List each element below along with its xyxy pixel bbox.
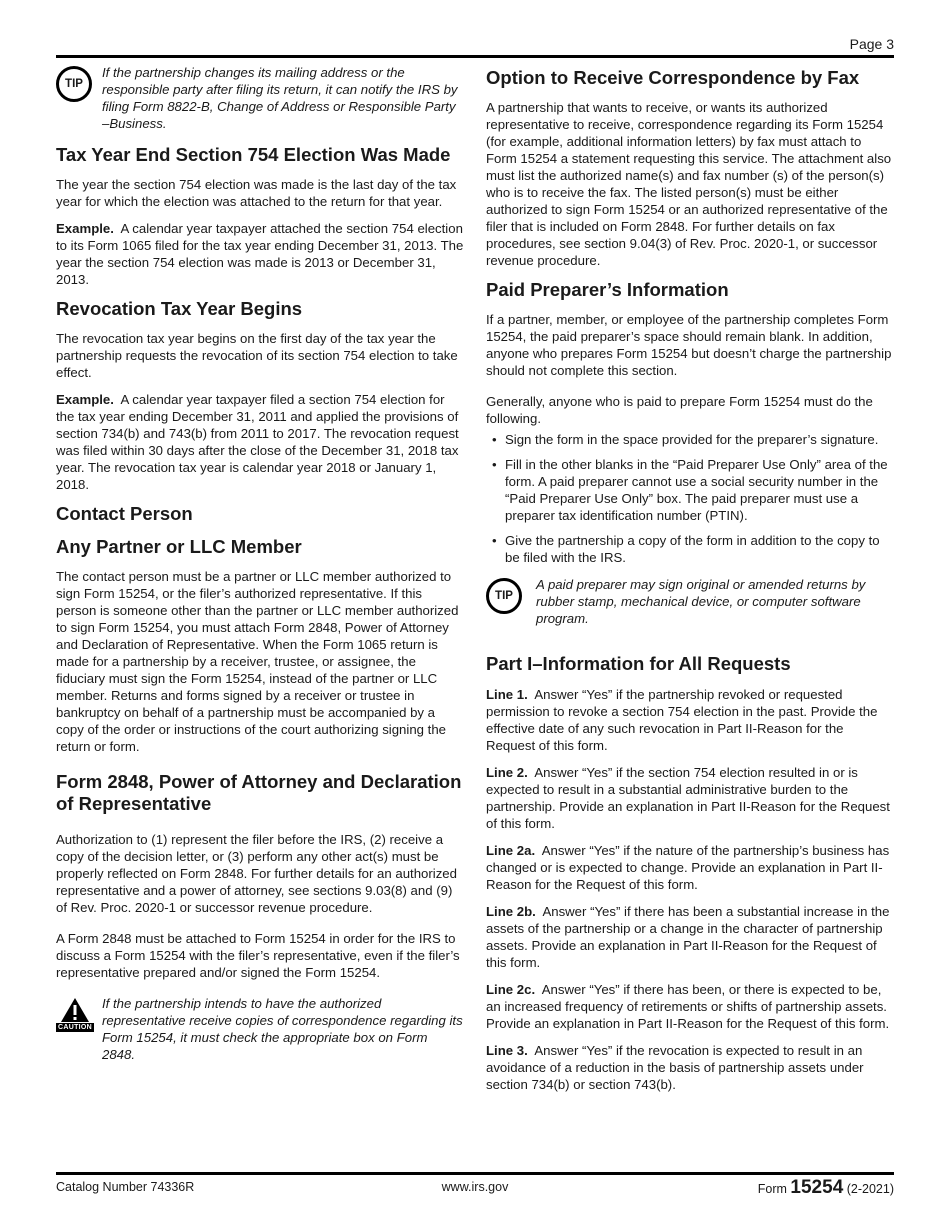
section-heading: Option to Receive Correspondence by Fax (486, 67, 860, 88)
caution-text: If the partnership intends to have the authorized representative receive copies of correspondence regarding its Form 15254, it must check the appropriate box on Form 2848. (102, 996, 463, 1063)
line-label: Line 2b. (486, 903, 536, 919)
paragraph: Generally, anyone who is paid to prepare Form 15254 must do the following. (486, 394, 873, 427)
form-prefix: Form (757, 1182, 787, 1196)
line-text: Answer “Yes” if the partnership revoked or requested permission to revoke a section 754 election in the past. Provide the effective date of any such revocation in Part II-Reason for the Request of this form. (486, 686, 878, 753)
paragraph: Authorization to (1) represent the filer before the IRS, (2) receive a copy of the decision letter, or (3) perform any other act(s) must be properly reflected on Form 2848. For further details for an authorized representative and a power of attorney, see sections 9.03(8) and (9) of Rev. Proc. 2020-1 or successor revenue procedure. (56, 832, 457, 916)
paragraph: The contact person must be a partner or LLC member authorized to sign Form 15254, or the filer’s authorized representative. If this person is someone other than the partner or LLC member authorized to sign Form 15254, you must attach Form 2848, Power of Attorney and Declaration of Representative. When the Form 1065 return is made for a partnership by a receiver, trustee, or assignee, the fiduciary must sign the Form 15254, instead of the partner or LLC member. Returns and forms signed by a receiver or trustee in bankruptcy on behalf of a partnership must be accompanied by a copy of the order or instructions of the court authorizing signing the return or form. (56, 568, 459, 754)
example-paragraph (56, 220, 464, 288)
paragraph: The revocation tax year begins on the first day of the tax year the partnership requests the revocation of its section 754 election to take effect. (56, 331, 458, 381)
caution-label: CAUTION (58, 1024, 92, 1032)
paragraph: A partnership that wants to receive, or wants its authorized representative to receive, correspondence regarding its Form 15254 (for example, additional information letters) by fax must attach to Form 15254 a statement requesting this service. The attachment also must list the authorized name(s) and fax number (s) of the person(s) who is to receive the fax. The listed person(s) must be either authorized to sign Form 15254 or an authorized representative of the filer that is included on Form 2848. For further details on fax procedures, see section 9.04(3) of Rev. Proc. 2020-1, or successor revenue procedure. (486, 100, 892, 269)
line-paragraph (486, 981, 894, 1032)
line-paragraph (486, 903, 894, 971)
left-column (56, 64, 464, 1075)
page-number: Page 3 (849, 36, 894, 52)
tip-note (486, 576, 894, 627)
website: www.irs.gov (441, 1180, 509, 1194)
example-text: A calendar year taxpayer filed a section 754 election for the tax year ending December 31, 2011 and applied the provisions of section 734(b) and 743(b) from 2011 to 2017. The revocation request was filed within 30 days after the close of the December 31, 2018 tax year. The revocation tax year is calendar year 2018 or January 1, 2018. (56, 392, 459, 493)
bottom-rule (56, 1172, 894, 1175)
tip-icon: TIP (56, 66, 92, 102)
right-column (486, 64, 894, 1103)
example-text: A calendar year taxpayer attached the section 754 election to its Form 1065 filed for the tax year ending December 31, 2013. The year the section 754 election was made is 2013 or December 31, 2013. (56, 221, 464, 288)
list-item: • Fill in the other blanks in the “Paid Preparer Use Only” area of the form. A paid preparer cannot use a social security number in the “Paid Preparer Use Only” box. The paid preparer must use a preparer tax identification number (PTIN). (486, 456, 894, 524)
line-paragraph (486, 1042, 894, 1093)
tip-text: A paid preparer may sign original or amended returns by rubber stamp, mechanical device, or computer software program. (536, 577, 866, 627)
example-paragraph (56, 391, 464, 493)
line-text: Answer “Yes” if there has been, or there is expected to be, an increased frequency of retirements or shifts of partnership assets. Provide an explanation in Part II-Reason for the Request of this form. (486, 981, 890, 1031)
list-item: • Give the partnership a copy of the form in addition to the copy to be filed with the IRS. (486, 532, 894, 566)
section-heading: Revocation Tax Year Begins (56, 298, 303, 320)
form-number: 15254 (790, 1177, 844, 1198)
line-text: Answer “Yes” if the revocation is expected to result in an avoidance of a reduction in the basis of partnership assets under section 734(b) or section 743(b). (486, 1042, 864, 1092)
tip-icon: TIP (486, 578, 522, 614)
list-item: • Sign the form in the space provided for the preparer’s signature. (486, 431, 894, 448)
section-heading: Tax Year End Section 754 Election Was Made (56, 144, 451, 165)
paragraph: If a partner, member, or employee of the partnership completes Form 15254, the paid preparer’s space should remain blank. In addition, anyone who prepares Form 15254 but doesn’t charge the partnership should not complete this section. (486, 312, 892, 379)
form-id (758, 1177, 894, 1199)
line-label: Line 2. (486, 764, 528, 780)
section-heading: Paid Preparer’s Information (486, 279, 729, 301)
tip-note (56, 64, 464, 132)
example-label: Example. (56, 221, 114, 237)
line-paragraph (486, 842, 894, 893)
form-revision: (2-2021) (846, 1182, 894, 1196)
tip-text: If the partnership changes its mailing address or the responsible party after filing its return, it can notify the IRS by filing Form 8822-B, Change of Address or Responsible Party –Business. (102, 65, 458, 131)
paragraph: The year the section 754 election was made is the last day of the tax year for which the election was attached to the return for that year. (56, 177, 457, 210)
section-subheading: Any Partner or LLC Member (56, 535, 302, 557)
example-label: Example. (56, 392, 114, 408)
line-label: Line 1. (486, 686, 528, 702)
line-label: Line 2a. (486, 842, 536, 858)
catalog-number: Catalog Number 74336R (56, 1180, 195, 1194)
line-label: Line 2c. (486, 981, 536, 997)
caution-icon (56, 997, 94, 1032)
line-text: Answer “Yes” if the nature of the partnership’s business has changed or is expected to change. Provide an explanation in Part II-Reason for the Request of this form. (486, 842, 890, 892)
line-paragraph (486, 764, 894, 832)
line-paragraph (486, 686, 894, 754)
line-label: Line 3. (486, 1042, 528, 1058)
section-heading: Contact Person (56, 503, 193, 525)
bullet-list (486, 431, 894, 566)
paragraph: A Form 2848 must be attached to Form 15254 in order for the IRS to discuss a Form 15254 with the filer’s representative, even if the filer’s representative prepared and/or signed the Form 15254. (56, 931, 460, 981)
section-heading: Form 2848, Power of Attorney and Declaration of Representative (56, 770, 462, 814)
top-rule (56, 55, 894, 58)
line-text: Answer “Yes” if there has been a substantial increase in the assets of the partnership or a change in the character of partnership assets. Provide an explanation in Part II-Reason for the Request of this form. (486, 903, 890, 970)
caution-note (56, 995, 464, 1063)
section-heading: Part I–Information for All Requests (486, 653, 791, 675)
line-text: Answer “Yes” if the section 754 election resulted in or is expected to result in a substantial administrative burden to the partnership. Provide an explanation in Part II-Reason for the Request of this form. (486, 764, 890, 831)
